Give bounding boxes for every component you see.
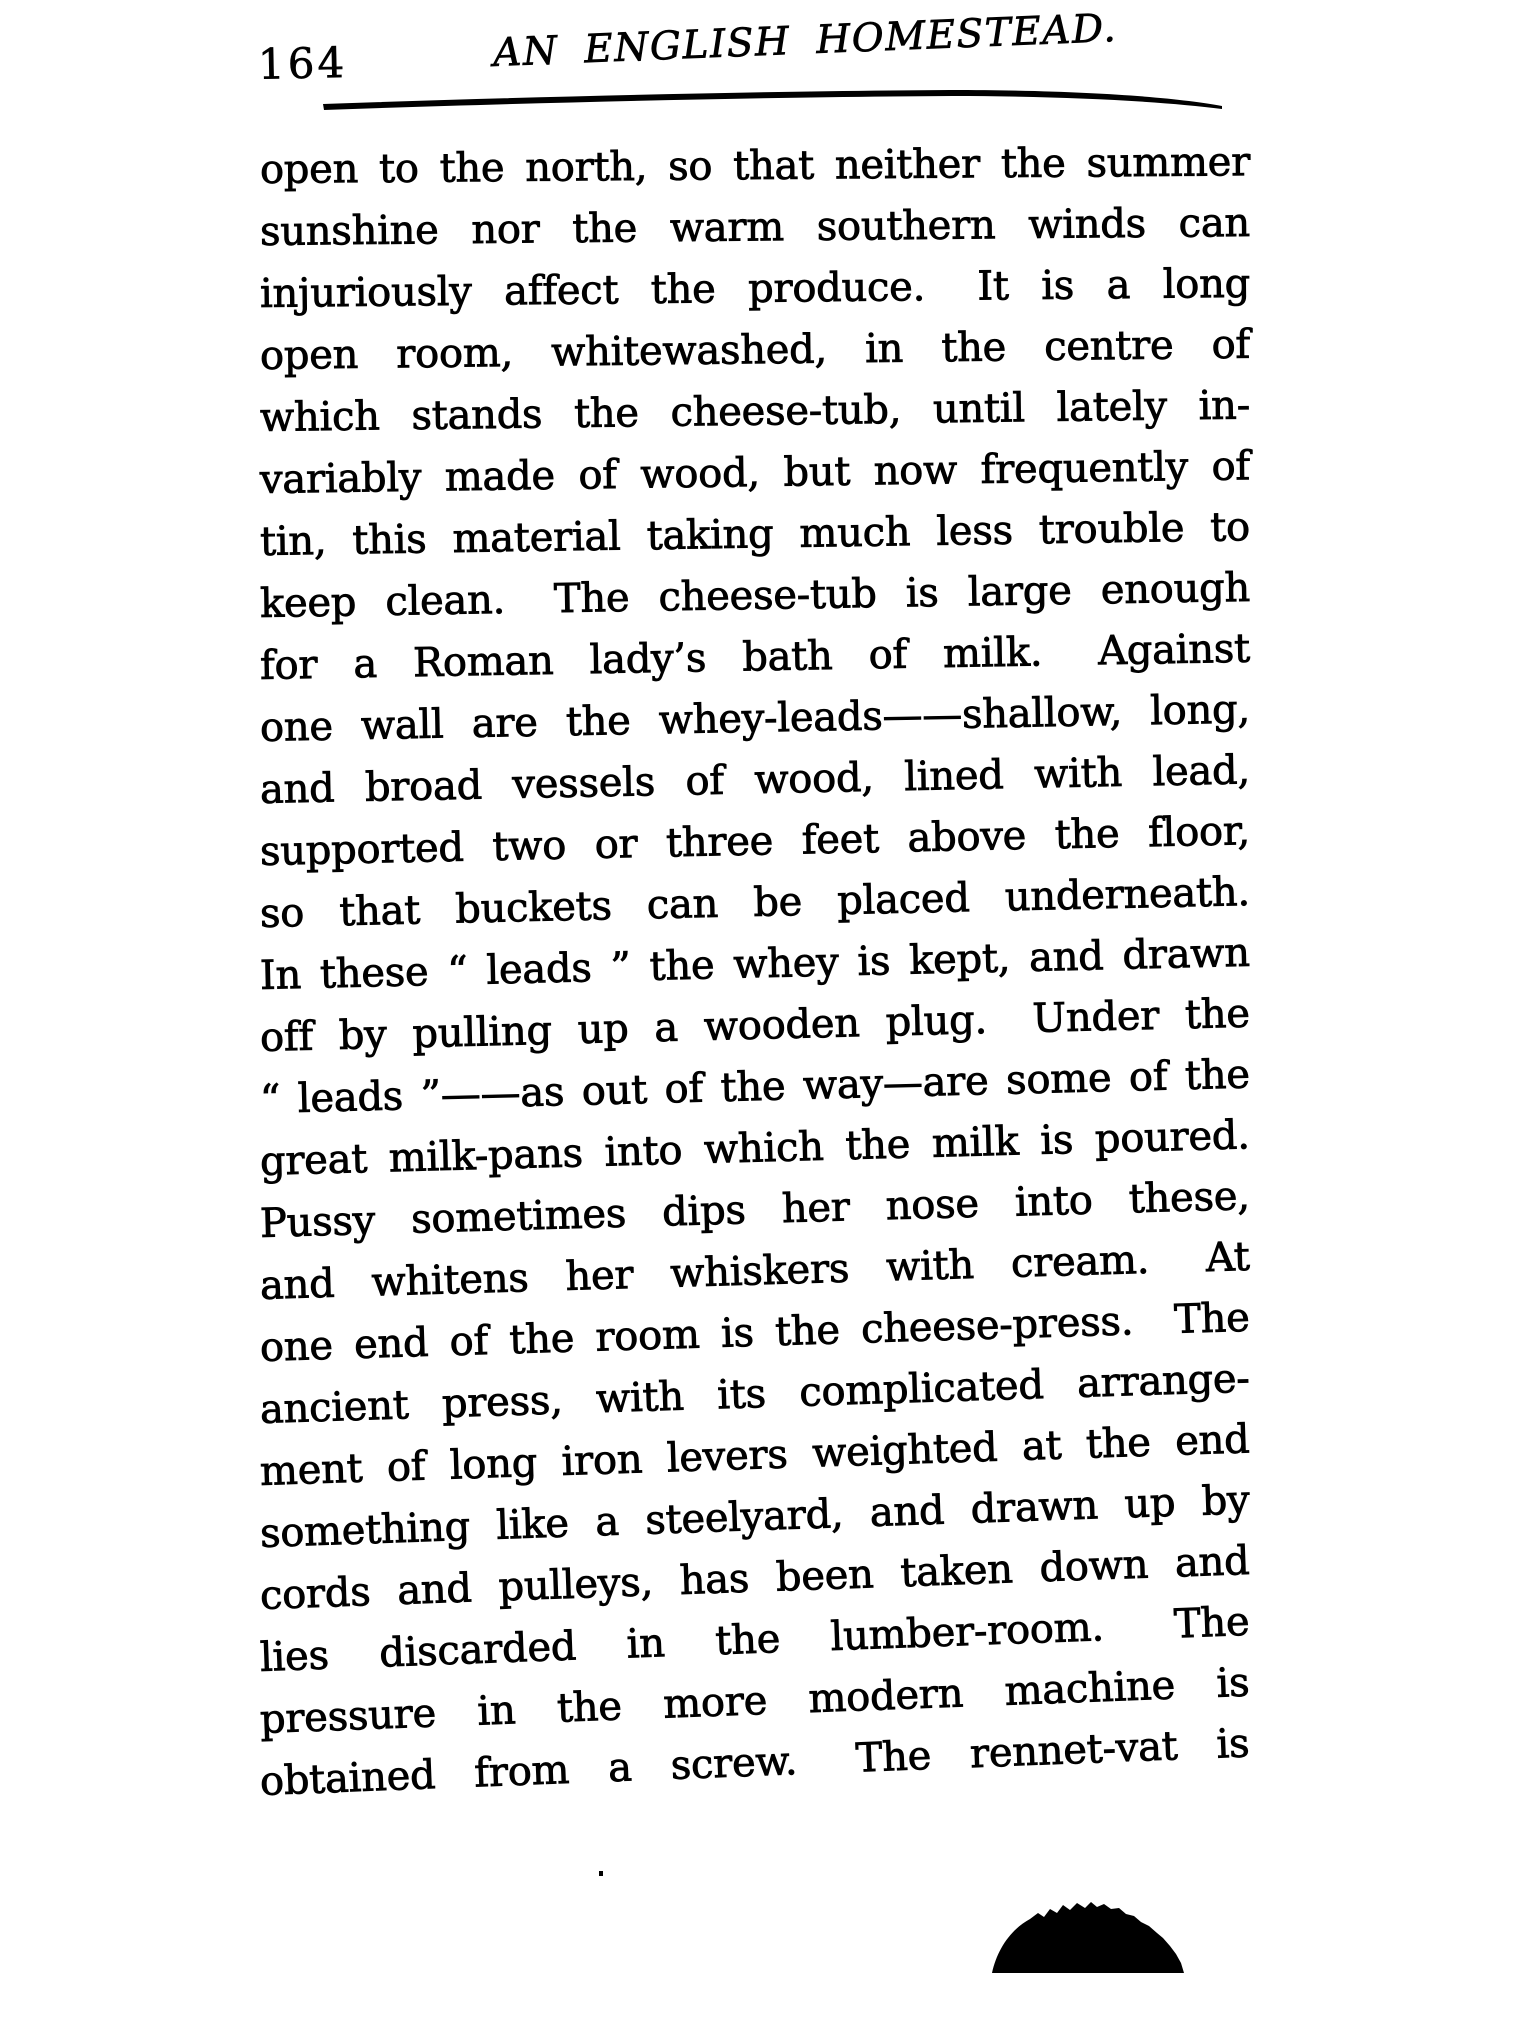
body-text-line: sunshine nor the warm southern winds can [259, 200, 1251, 255]
body-text-line: and whitens her whiskers with cream. At [259, 1233, 1251, 1309]
body-text-line: ancient press, with its complicated arrange- [259, 1355, 1251, 1433]
body-text-line: off by pulling up a wooden plug. Under the [259, 990, 1251, 1061]
body-text [260, 139, 1250, 1829]
body-text-line: ment of long iron levers weighted at the end [259, 1416, 1251, 1495]
body-text-line: great milk-pans into which the milk is poured. [259, 1112, 1251, 1185]
ink-blot-artifact [992, 1902, 1184, 1973]
body-text-line: tin, this material taking much less trouble to [259, 504, 1251, 565]
body-text-line: injuriously affect the produce. It is a long [259, 260, 1251, 317]
body-text-line: for a Roman lady’s bath of milk. Against [259, 625, 1251, 689]
body-text-line: one end of the room is the cheese-press. The [259, 1294, 1251, 1371]
running-header: AN ENGLISH HOMESTEAD. [492, 5, 1118, 76]
body-text-line: lies discarded in the lumber-room. The [259, 1598, 1251, 1681]
body-text-line: obtained from a screw. The rennet-vat is [259, 1720, 1251, 1805]
body-text-line: which stands the cheese-tub, until lately in- [259, 382, 1251, 441]
header-rule [323, 90, 1222, 110]
body-text-line: open to the north, so that neither the summer [259, 139, 1251, 193]
body-text-line: keep clean. The cheese-tub is large enough [259, 564, 1251, 627]
body-text-line: one wall are the whey-leads——shallow, long, [259, 686, 1251, 751]
body-text-line: variably made of wood, but now frequently of [259, 443, 1251, 503]
ink-speck-artifact [599, 1871, 603, 1876]
body-text-line: supported two or three feet above the floor, [259, 808, 1251, 875]
body-text-line: pressure in the more modern machine is [259, 1659, 1251, 1743]
body-text-line: In these “ leads ” the whey is kept, and drawn [259, 929, 1251, 999]
body-text-line: something like a steelyard, and drawn up by [259, 1477, 1251, 1557]
body-text-line: cords and pulleys, has been taken down and [259, 1538, 1251, 1619]
body-text-line: and broad vessels of wood, lined with lead, [259, 747, 1251, 813]
body-text-line: “ leads ”——as out of the way—are some of the [259, 1051, 1251, 1123]
page-number: 164 [257, 38, 348, 89]
body-text-line: Pussy sometimes dips her nose into these, [259, 1173, 1251, 1247]
body-text-line: open room, whitewashed, in the centre of [259, 321, 1251, 379]
body-text-line: so that buckets can be placed underneath. [259, 869, 1251, 937]
